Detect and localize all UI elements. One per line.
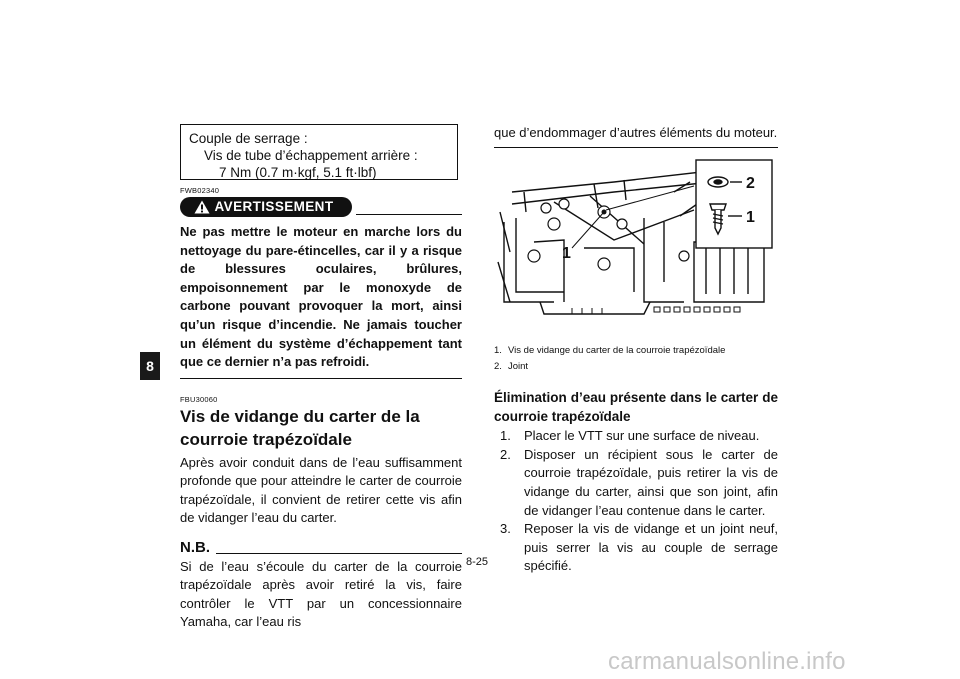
step-number: 3.: [500, 521, 511, 537]
watermark: carmanualsonline.info: [608, 648, 846, 675]
section-code: FBU30060: [180, 394, 218, 404]
caption-item: [494, 359, 778, 375]
left-column: [180, 124, 462, 632]
step-number: 1.: [500, 428, 511, 444]
chapter-tab: 8: [140, 352, 160, 380]
note-header: [180, 538, 462, 558]
torque-spec-box: [180, 124, 458, 180]
warning-text: Ne pas mettre le moteur en marche lors du nettoyage du pare-étincelles, car il y a risque de blessures oculaires, brûlures, empoisonnement par le monoxyde de carbone pouvant provoquer la mort, ainsi qu’un risque d’incendie. Ne jamais toucher un élément du système d’échappement tant que ce dernier n’a pas refroidi.: [180, 223, 462, 379]
warning-header: [180, 197, 462, 219]
caption-item: [494, 343, 778, 359]
continuation-text: que d’endommager d’autres éléments du moteur.: [494, 125, 778, 140]
warning-code: FWB02340: [180, 186, 220, 195]
step-number: 2.: [500, 446, 511, 462]
note-rule: [216, 553, 462, 554]
warning-label: AVERTISSEMENT: [214, 199, 334, 214]
warning-triangle-icon: [194, 200, 210, 214]
torque-value: 7 Nm (0.7 m·kgf, 5.1 ft·lbf): [219, 165, 377, 180]
step-text: Disposer un récipient sous le carter de courroie trapézoïdale, puis retirer la vis de vidange du carter, ainsi que son joint, afin de vidanger l’eau contenue dans le carter.: [524, 446, 778, 518]
note-label: N.B.: [180, 538, 210, 556]
procedure-step: [494, 427, 778, 446]
figure-captions: [494, 343, 778, 375]
torque-title: Couple de serrage :: [189, 131, 308, 146]
figure-top-rule: [494, 147, 778, 148]
warning-rule: [356, 214, 462, 215]
callout-bolt-inset: 1: [746, 209, 755, 226]
warning-badge: [180, 197, 352, 217]
step-text: Reposer la vis de vidange et un joint neuf, puis serrer la vis au couple de serrage spécifié.: [524, 521, 778, 574]
caption-text: Joint: [508, 361, 529, 372]
note-text: Si de l’eau s’écoule du carter de la courroie trapézoïdale après avoir retiré la vis, faire contrôler le VTT par un concessionnaire Yamaha, car l’eau ris: [180, 558, 462, 630]
torque-item: Vis de tube d’échappement arrière :: [204, 148, 418, 163]
procedure-step: [494, 520, 778, 576]
step-text: Placer le VTT sur une surface de niveau.: [524, 428, 760, 444]
caption-number: 2.: [494, 361, 502, 372]
page-number: 8-25: [466, 556, 489, 568]
right-column: [494, 124, 778, 576]
procedure-steps: [494, 427, 778, 576]
callout-bolt-left: 1: [562, 245, 571, 262]
caption-text: Vis de vidange du carter de la courroie trapézoïdale: [508, 345, 726, 356]
section-body: Après avoir conduit dans de l’eau suffisamment profonde que pour atteindre le carter de courroie trapézoïdale, il convient de retirer cette vis afin de vidanger l’eau du carter.: [180, 454, 462, 526]
drain-bolt-illustration: [494, 152, 778, 324]
procedure-heading: Élimination d’eau présente dans le carter de courroie trapézoïdale: [494, 390, 778, 424]
procedure-step: [494, 446, 778, 520]
caption-number: 1.: [494, 345, 502, 356]
section-title: Vis de vidange du carter de la courroie trapézoïdale: [180, 406, 420, 449]
callout-gasket: 2: [746, 175, 755, 192]
